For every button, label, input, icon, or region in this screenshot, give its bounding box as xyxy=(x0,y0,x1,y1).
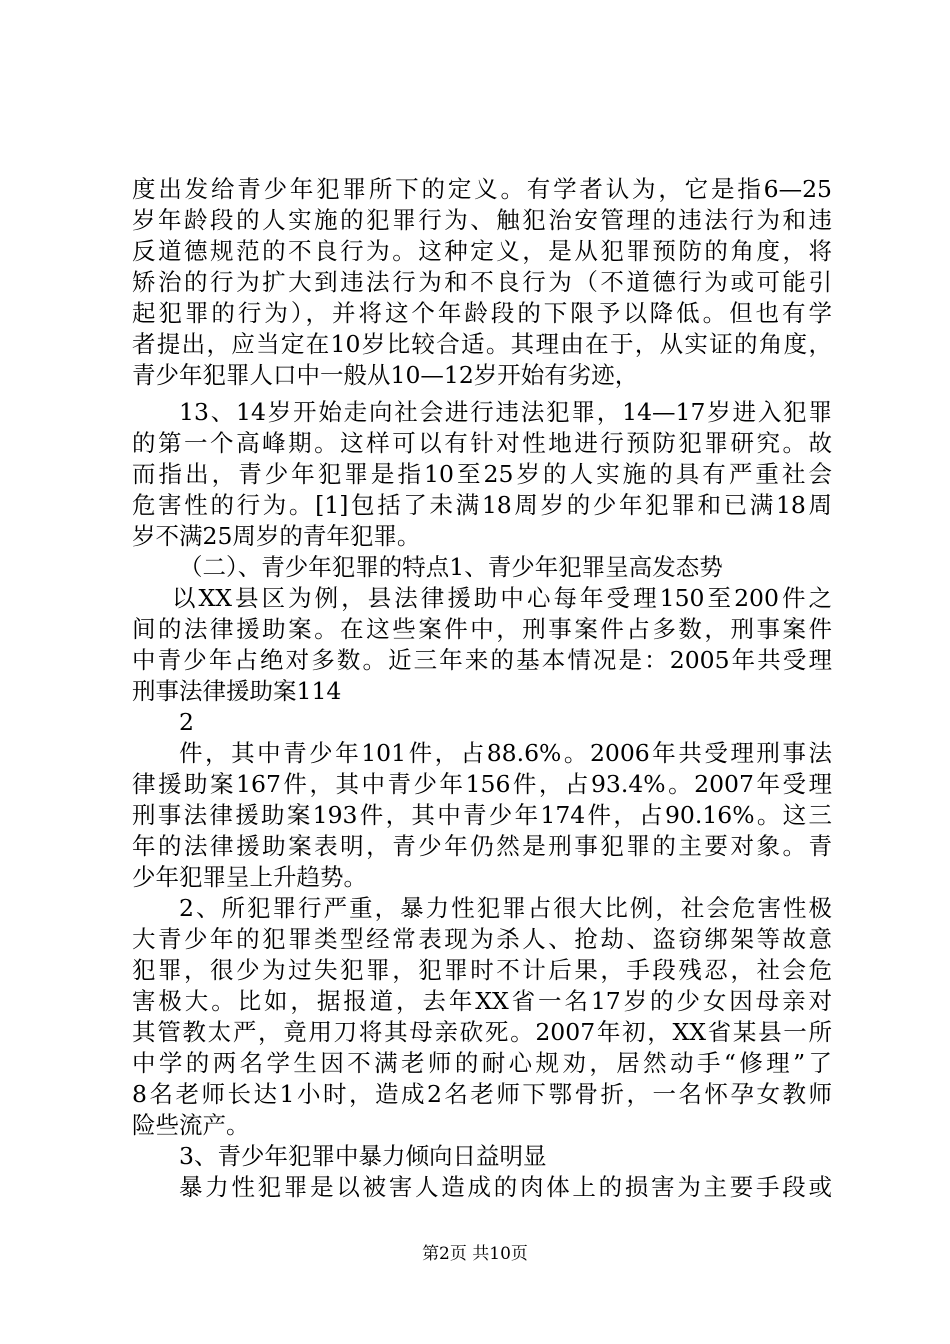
text-line: 暴力性犯罪是以被害人造成的肉体上的损害为主要手段或 xyxy=(179,1173,832,1201)
text-line: 其管教太严，竟用刀将其母亲砍死。2007年初，XX省某县一所 xyxy=(132,1018,832,1046)
text-line: 年的法律援助案表明，青少年仍然是刑事犯罪的主要对象。青 xyxy=(132,832,832,860)
text-line: 险些流产。 xyxy=(132,1111,250,1139)
text-line: 危害性的行为。[1]包括了未满18周岁的少年犯罪和已满18周 xyxy=(132,491,832,519)
text-line: 中青少年占绝对多数。近三年来的基本情况是：2005年共受理 xyxy=(132,646,832,674)
text-line: 8名老师长达1小时，造成2名老师下鄂骨折，一名怀孕女教师 xyxy=(132,1080,832,1108)
section-heading: 3、青少年犯罪中暴力倾向日益明显 xyxy=(179,1142,547,1170)
text-line: 度出发给青少年犯罪所下的定义。有学者认为，它是指6—25 xyxy=(132,175,832,203)
text-line: 岁不满25周岁的青年犯罪。 xyxy=(132,522,421,550)
section-heading: （二）、青少年犯罪的特点1、青少年犯罪呈高发态势 xyxy=(179,553,723,581)
text-line: 以XX县区为例，县法律援助中心每年受理150至200件之 xyxy=(172,584,832,612)
text-line: 而指出，青少年犯罪是指10至25岁的人实施的具有严重社会 xyxy=(132,460,832,488)
text-line: 矫治的行为扩大到违法行为和不良行为（不道德行为或可能引 xyxy=(132,268,832,296)
text-line: 中学的两名学生因不满老师的耐心规劝，居然动手“修理”了 xyxy=(132,1049,832,1077)
text-line: 13、14岁开始走向社会进行违法犯罪，14—17岁进入犯罪 xyxy=(179,398,832,426)
text-line: 件，其中青少年101件，占88.6%。2006年共受理刑事法 xyxy=(179,739,832,767)
text-line: 反道德规范的不良行为。这种定义，是从犯罪预防的角度，将 xyxy=(132,237,832,265)
text-line: 大青少年的犯罪类型经常表现为杀人、抢劫、盗窃绑架等故意 xyxy=(132,925,832,953)
text-line: 少年犯罪呈上升趋势。 xyxy=(132,863,367,891)
text-line: 2、所犯罪行严重，暴力性犯罪占很大比例，社会危害性极 xyxy=(179,894,832,922)
text-line: 害极大。比如，据报道，去年XX省一名17岁的少女因母亲对 xyxy=(132,987,832,1015)
text-line: 起犯罪的行为），并将这个年龄段的下限予以降低。但也有学 xyxy=(132,299,832,327)
text-line: 律援助案167件，其中青少年156件，占93.4%。2007年受理 xyxy=(132,770,832,798)
text-line: 岁年龄段的人实施的犯罪行为、触犯治安管理的违法行为和违 xyxy=(132,206,832,234)
text-line: 间的法律援助案。在这些案件中，刑事案件占多数，刑事案件 xyxy=(132,615,832,643)
text-line: 刑事法律援助案193件，其中青少年174件，占90.16%。这三 xyxy=(132,801,832,829)
text-line: 2 xyxy=(179,708,194,736)
text-line: 犯罪，很少为过失犯罪，犯罪时不计后果，手段残忍，社会危 xyxy=(132,956,832,984)
text-line: 者提出，应当定在10岁比较合适。其理由在于，从实证的角度， xyxy=(132,330,832,358)
text-line: 刑事法律援助案114 xyxy=(132,677,342,705)
page-number-footer: 第2页 共10页 xyxy=(422,1244,528,1264)
body-text xyxy=(132,174,832,1203)
text-line: 青少年犯罪人口中一般从10—12岁开始有劣迹， xyxy=(132,361,639,389)
text-line: 的第一个高峰期。这样可以有针对性地进行预防犯罪研究。故 xyxy=(132,429,832,457)
